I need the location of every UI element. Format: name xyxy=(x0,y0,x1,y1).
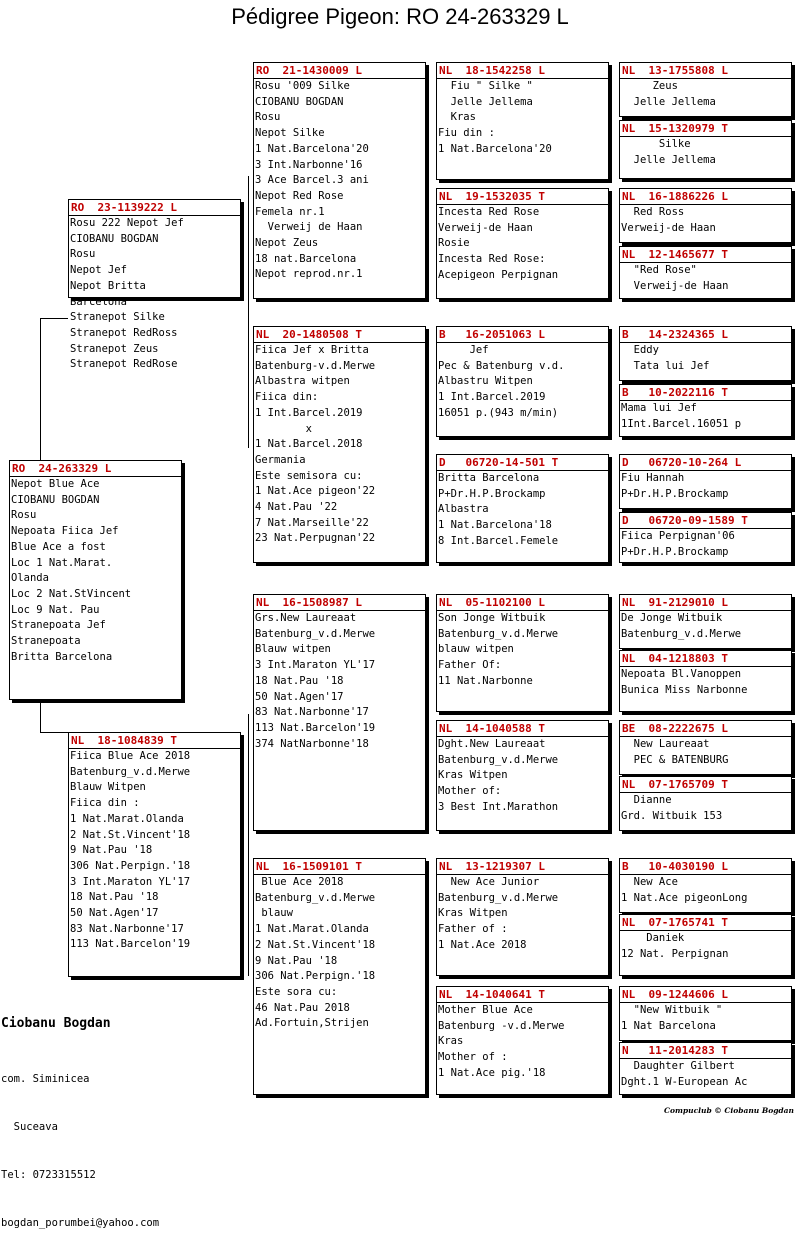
pigeon-card xyxy=(619,776,792,831)
detail-line: CIOBANU BOGDAN xyxy=(255,95,344,108)
pigeon-card xyxy=(619,384,792,437)
ring-number: NL 05-1102100 L xyxy=(437,595,608,611)
detail-line: Nepot reprod.nr.1 xyxy=(255,268,363,281)
detail-line: Nepoata Bl.Vanoppen xyxy=(621,668,742,680)
detail-line: Batenburg_v.d.Merwe xyxy=(255,891,376,904)
ring-number: NL 16-1886226 L xyxy=(620,189,791,205)
detail-line: Batenburg_v.d.Merwe xyxy=(70,765,191,778)
detail-line: Dght.New Laureaat xyxy=(438,738,546,750)
detail-line: CIOBANU BOGDAN xyxy=(70,232,159,245)
pigeon-card xyxy=(436,454,609,563)
detail-line: Nepot Blue Ace xyxy=(11,478,100,490)
detail-line: 374 NatNarbonne'18 xyxy=(255,737,369,750)
detail-line: Fiica Perpignan'06 xyxy=(621,530,735,542)
detail-line: Blue Ace a fost xyxy=(11,540,106,553)
detail-line: 3 Int.Maraton YL'17 xyxy=(255,659,376,672)
detail-line: Stranepoata xyxy=(11,635,81,648)
detail-line: Verweij de Haan xyxy=(255,221,363,234)
pigeon-card xyxy=(436,188,609,299)
detail-line: New Ace Junior xyxy=(438,876,540,888)
owner-email: bogdan_porumbei@yahoo.com xyxy=(1,1217,160,1229)
pigeon-card xyxy=(619,512,792,563)
pigeon-card xyxy=(619,246,792,299)
page-title: Pédigree Pigeon: RO 24-263329 L xyxy=(231,4,569,29)
detail-line: x xyxy=(255,422,312,435)
detail-line: 306 Nat.Perpign.'18 xyxy=(255,970,376,983)
detail-line: Nepot Jef xyxy=(70,264,127,277)
pigeon-details xyxy=(620,737,791,768)
detail-line: Mother of : xyxy=(438,1051,508,1064)
detail-line: Germania xyxy=(255,453,306,466)
detail-line: Kras xyxy=(438,1035,464,1048)
pigeon-details xyxy=(437,611,608,690)
owner-address-line: Suceava xyxy=(1,1121,58,1133)
detail-line: Kras Witpen xyxy=(438,907,508,920)
pigeon-card xyxy=(436,594,609,712)
pigeon-card xyxy=(436,326,609,437)
detail-line: Rosu xyxy=(70,248,96,261)
pigeon-card xyxy=(619,1042,792,1095)
ring-number: BE 08-2222675 L xyxy=(620,721,791,737)
detail-line: Blauw Witpen xyxy=(70,781,146,794)
detail-line: Silke xyxy=(621,138,691,150)
pigeon-card xyxy=(68,199,241,371)
detail-line: 83 Nat.Narbonne'17 xyxy=(70,922,184,935)
pigeon-card xyxy=(436,720,609,831)
pigeon-details xyxy=(620,611,791,642)
pigeon-details xyxy=(254,79,425,283)
detail-line: Albastru Witpen xyxy=(438,375,533,388)
pigeon-card xyxy=(619,326,792,381)
detail-line: PEC & BATENBURG xyxy=(621,753,729,766)
detail-line: Nepot Red Rose xyxy=(255,189,344,202)
owner-name: Ciobanu Bogdan xyxy=(1,1016,111,1031)
detail-line: 2 Nat.St.Vincent'18 xyxy=(70,828,191,841)
owner-contact xyxy=(1,1039,159,1247)
detail-line: 1 Int.Barcel.2019 xyxy=(255,406,363,419)
detail-line: Rosie xyxy=(438,237,470,250)
pigeon-details xyxy=(620,137,791,168)
detail-line: 1 Nat.Ace pigeon'22 xyxy=(255,485,376,498)
detail-line: Jelle Jellema xyxy=(438,95,533,108)
ring-number: NL 18-1542258 L xyxy=(437,63,608,79)
detail-line: 306 Nat.Perpign.'18 xyxy=(70,859,191,872)
ring-number: B 14-2324365 L xyxy=(620,327,791,343)
pigeon-details xyxy=(620,667,791,698)
detail-line: 50 Nat.Agen'17 xyxy=(255,690,344,703)
detail-line: 113 Nat.Barcelon'19 xyxy=(255,721,376,734)
ring-number: NL 14-1040588 T xyxy=(437,721,608,737)
detail-line: Fiu " Silke " xyxy=(438,80,533,92)
ring-number: N 11-2014283 T xyxy=(620,1043,791,1059)
detail-line: 18 Nat.Pau '18 xyxy=(70,891,159,904)
detail-line: Stranepoata Jef xyxy=(11,619,106,632)
detail-line: Bunica Miss Narbonne xyxy=(621,683,748,696)
detail-line: blauw witpen xyxy=(438,643,514,656)
detail-line: Dght.1 W-European Ac xyxy=(621,1075,748,1088)
detail-line: Zeus xyxy=(621,80,678,92)
pigeon-card xyxy=(619,720,792,775)
ring-number: B 16-2051063 L xyxy=(437,327,608,343)
detail-line: Daughter Gilbert xyxy=(621,1060,735,1072)
detail-line: Jelle Jellema xyxy=(621,153,716,166)
pigeon-card xyxy=(253,62,426,299)
pigeon-details xyxy=(437,343,608,422)
ring-number: D 06720-10-264 L xyxy=(620,455,791,471)
detail-line: 1 Nat.Barcelona'18 xyxy=(438,519,552,532)
pigeon-card xyxy=(619,62,792,117)
detail-line: Verweij-de Haan xyxy=(621,279,729,292)
detail-line: Eddy xyxy=(621,344,659,356)
pigeon-card xyxy=(619,120,792,179)
ring-number: NL 19-1532035 T xyxy=(437,189,608,205)
pigeon-details xyxy=(620,1003,791,1034)
detail-line: Stranepot Silke xyxy=(70,311,165,324)
detail-line: 113 Nat.Barcelon'19 xyxy=(70,938,191,951)
ring-number: NL 16-1508987 L xyxy=(254,595,425,611)
detail-line: Nepoata Fiica Jef xyxy=(11,525,119,538)
detail-line: Mama lui Jef xyxy=(621,402,697,414)
detail-line: Nepot Silke xyxy=(255,127,325,140)
detail-line: Acepigeon Perpignan xyxy=(438,268,559,281)
ring-number: NL 18-1084839 T xyxy=(69,733,240,749)
detail-line: 18 Nat.Pau '18 xyxy=(255,674,344,687)
detail-line: 18 nat.Barcelona xyxy=(255,252,357,265)
detail-line: "Red Rose" xyxy=(621,264,697,276)
ring-number: NL 15-1320979 T xyxy=(620,121,791,137)
footer-credit: Compuclub © Ciobanu Bogdan xyxy=(663,1106,794,1115)
pigeon-card xyxy=(436,986,609,1095)
detail-line: Este sora cu: xyxy=(255,985,338,998)
detail-line: Albastra witpen xyxy=(255,375,350,388)
detail-line: Rosu xyxy=(11,509,37,522)
pigeon-details xyxy=(437,737,608,816)
detail-line: 1 Nat.Barcelona'20 xyxy=(438,142,552,155)
detail-line: Fiica Blue Ace 2018 xyxy=(70,750,191,762)
pigeon-card xyxy=(253,326,426,563)
detail-line: Britta Barcelona xyxy=(11,650,113,663)
detail-line: Rosu 222 Nepot Jef xyxy=(70,217,184,229)
detail-line: Son Jonge Witbuik xyxy=(438,612,546,624)
detail-line: Stranepot RedRose xyxy=(70,358,178,371)
detail-line: Nepot Zeus xyxy=(255,237,319,250)
detail-line: Rosu '009 Silke xyxy=(255,80,350,92)
ring-number: NL 13-1219307 L xyxy=(437,859,608,875)
detail-line: 8 Int.Barcel.Femele xyxy=(438,534,559,547)
ring-number: NL 14-1040641 T xyxy=(437,987,608,1003)
detail-line: 11 Nat.Narbonne xyxy=(438,674,533,687)
pigeon-card xyxy=(619,454,792,509)
detail-line: 9 Nat.Pau '18 xyxy=(70,844,153,857)
pigeon-details xyxy=(620,471,791,502)
ring-number: NL 07-1765741 T xyxy=(620,915,791,931)
pigeon-details xyxy=(620,401,791,432)
ring-number: NL 04-1218803 T xyxy=(620,651,791,667)
detail-line: Loc 9 Nat. Pau xyxy=(11,603,100,616)
detail-line: 1 Nat.Barcel.2018 xyxy=(255,438,363,451)
ring-number: NL 12-1465677 T xyxy=(620,247,791,263)
detail-line: 83 Nat.Narbonne'17 xyxy=(255,706,369,719)
detail-line: Stranepot Zeus xyxy=(70,342,159,355)
detail-line: Nepot Britta xyxy=(70,279,146,292)
detail-line: Mother of: xyxy=(438,785,502,798)
detail-line: 1 Nat.Marat.Olanda xyxy=(70,812,184,825)
pigeon-card xyxy=(619,594,792,649)
detail-line: Jef xyxy=(438,344,489,356)
detail-line: 1Int.Barcel.16051 p xyxy=(621,417,742,430)
detail-line: Mother Blue Ace xyxy=(438,1004,533,1016)
connector-line xyxy=(40,318,68,319)
detail-line: Blauw witpen xyxy=(255,643,331,656)
detail-line: Father of : xyxy=(438,923,508,936)
detail-line: New Laureaat xyxy=(621,738,710,750)
detail-line: Fiica Jef x Britta xyxy=(255,344,369,356)
ring-number: D 06720-09-1589 T xyxy=(620,513,791,529)
detail-line: CIOBANU BOGDAN xyxy=(11,493,100,506)
detail-line: Britta Barcelona xyxy=(438,472,540,484)
detail-line: Grd. Witbuik 153 xyxy=(621,809,723,822)
ring-number: D 06720-14-501 T xyxy=(437,455,608,471)
detail-line: 23 Nat.Perpugnan'22 xyxy=(255,532,376,545)
pigeon-details xyxy=(620,931,791,962)
detail-line: 2 Nat.St.Vincent'18 xyxy=(255,938,376,951)
detail-line: 1 Nat Barcelona xyxy=(621,1019,716,1032)
detail-line: Batenburg_v.d.Merwe xyxy=(621,627,742,640)
pigeon-details xyxy=(437,875,608,954)
pigeon-details xyxy=(620,875,791,906)
detail-line: Batenburg_v.d.Merwe xyxy=(438,753,559,766)
detail-line: 1 Nat.Ace pig.'18 xyxy=(438,1066,546,1079)
detail-line: P+Dr.H.P.Brockamp xyxy=(438,487,546,500)
ring-number: B 10-2022116 T xyxy=(620,385,791,401)
detail-line: 9 Nat.Pau '18 xyxy=(255,954,338,967)
detail-line: Incesta Red Rose: xyxy=(438,253,546,266)
detail-line: Loc 1 Nat.Marat. xyxy=(11,556,113,569)
detail-line: 1 Nat.Marat.Olanda xyxy=(255,923,369,936)
detail-line: De Jonge Witbuik xyxy=(621,612,723,624)
detail-line: Kras xyxy=(438,111,476,124)
pigeon-details xyxy=(69,216,240,373)
detail-line: Blue Ace 2018 xyxy=(255,876,344,888)
detail-line: 3 Ace Barcel.3 ani xyxy=(255,174,369,187)
detail-line: 1 Int.Barcel.2019 xyxy=(438,391,546,404)
pigeon-card xyxy=(619,188,792,243)
detail-line: Albastra xyxy=(438,503,489,516)
ring-number: NL 13-1755808 L xyxy=(620,63,791,79)
detail-line: Loc 2 Nat.StVincent xyxy=(11,587,132,600)
connector-line xyxy=(40,732,68,733)
detail-line: New Ace xyxy=(621,876,678,888)
detail-line: P+Dr.H.P.Brockamp xyxy=(621,545,729,558)
detail-line: 3 Best Int.Marathon xyxy=(438,800,559,813)
detail-line: 1 Nat.Barcelona'20 xyxy=(255,142,369,155)
detail-line: Tata lui Jef xyxy=(621,359,710,372)
detail-line: Daniek xyxy=(621,932,685,944)
detail-line: Barcelona xyxy=(70,295,127,308)
pigeon-details xyxy=(620,263,791,294)
detail-line: Batenburg_v.d.Merwe xyxy=(438,891,559,904)
ring-number: RO 23-1139222 L xyxy=(69,200,240,216)
ring-number: RO 24-263329 L xyxy=(10,461,181,477)
pigeon-details xyxy=(254,611,425,752)
pigeon-details xyxy=(620,205,791,236)
ring-number: RO 21-1430009 L xyxy=(254,63,425,79)
owner-phone: Tel: 0723315512 xyxy=(1,1169,96,1181)
detail-line: Rosu xyxy=(255,111,281,124)
ring-number: NL 07-1765709 T xyxy=(620,777,791,793)
detail-line: Batenburg -v.d.Merwe xyxy=(438,1019,565,1032)
pigeon-details xyxy=(254,343,425,547)
detail-line: Batenburg_v.d.Merwe xyxy=(255,627,376,640)
detail-line: Fiu Hannah xyxy=(621,472,685,484)
ring-number: NL 09-1244606 L xyxy=(620,987,791,1003)
connector-line xyxy=(248,714,249,976)
pigeon-card xyxy=(253,594,426,831)
detail-line: Verweij-de Haan xyxy=(438,221,533,234)
pigeon-card xyxy=(436,858,609,976)
detail-line: Fiica din: xyxy=(255,391,319,404)
detail-line: Femela nr.1 xyxy=(255,205,325,218)
detail-line: 50 Nat.Agen'17 xyxy=(70,907,159,920)
detail-line: Fiu din : xyxy=(438,127,495,140)
pigeon-details xyxy=(69,749,240,953)
detail-line: 16051 p.(943 m/min) xyxy=(438,406,559,419)
detail-line: 3 Int.Narbonne'16 xyxy=(255,158,363,171)
pigeon-details xyxy=(620,1059,791,1090)
detail-line: Batenburg-v.d.Merwe xyxy=(255,359,376,372)
detail-line: Fiica din : xyxy=(70,797,140,810)
ring-number: NL 91-2129010 L xyxy=(620,595,791,611)
detail-line: Olanda xyxy=(11,572,49,585)
pigeon-details xyxy=(254,875,425,1032)
pigeon-card xyxy=(253,858,426,1095)
detail-line: 1 Nat.Ace pigeonLong xyxy=(621,891,748,904)
detail-line: Ad.Fortuin,Strijen xyxy=(255,1017,369,1030)
detail-line: Batenburg_v.d.Merwe xyxy=(438,627,559,640)
detail-line: 1 Nat.Ace 2018 xyxy=(438,938,527,951)
pigeon-details xyxy=(620,343,791,374)
detail-line: 12 Nat. Perpignan xyxy=(621,947,729,960)
detail-line: Red Ross xyxy=(621,206,685,218)
pigeon-card xyxy=(9,460,182,700)
pigeon-card xyxy=(619,914,792,976)
pigeon-details xyxy=(620,793,791,824)
pigeon-card xyxy=(619,986,792,1041)
pigeon-details xyxy=(437,79,608,158)
detail-line: P+Dr.H.P.Brockamp xyxy=(621,487,729,500)
detail-line: Pec & Batenburg v.d. xyxy=(438,359,565,372)
detail-line: Incesta Red Rose xyxy=(438,206,540,218)
pigeon-card xyxy=(436,62,609,180)
pigeon-details xyxy=(620,79,791,110)
ring-number: NL 16-1509101 T xyxy=(254,859,425,875)
detail-line: 4 Nat.Pau '22 xyxy=(255,501,338,514)
detail-line: blauw xyxy=(255,907,293,920)
pigeon-card xyxy=(68,732,241,977)
detail-line: Jelle Jellema xyxy=(621,95,716,108)
pigeon-details xyxy=(437,205,608,284)
detail-line: Kras Witpen xyxy=(438,769,508,782)
ring-number: B 10-4030190 L xyxy=(620,859,791,875)
connector-line xyxy=(248,176,249,448)
detail-line: "New Witbuik " xyxy=(621,1004,723,1016)
ring-number: NL 20-1480508 T xyxy=(254,327,425,343)
pigeon-card xyxy=(619,650,792,712)
pigeon-details xyxy=(620,529,791,560)
detail-line: Verweij-de Haan xyxy=(621,221,716,234)
detail-line: 46 Nat.Pau 2018 xyxy=(255,1001,350,1014)
detail-line: Grs.New Laureaat xyxy=(255,612,357,624)
detail-line: 7 Nat.Marseille'22 xyxy=(255,516,369,529)
pigeon-details xyxy=(437,1003,608,1082)
detail-line: Este semisora cu: xyxy=(255,469,363,482)
detail-line: Stranepot RedRoss xyxy=(70,326,178,339)
pigeon-details xyxy=(10,477,181,665)
detail-line: Father Of: xyxy=(438,659,502,672)
detail-line: Dianne xyxy=(621,794,672,806)
pigeon-card xyxy=(619,858,792,913)
detail-line: 3 Int.Maraton YL'17 xyxy=(70,875,191,888)
owner-address-line: com. Siminicea xyxy=(1,1073,90,1085)
pigeon-details xyxy=(437,471,608,550)
